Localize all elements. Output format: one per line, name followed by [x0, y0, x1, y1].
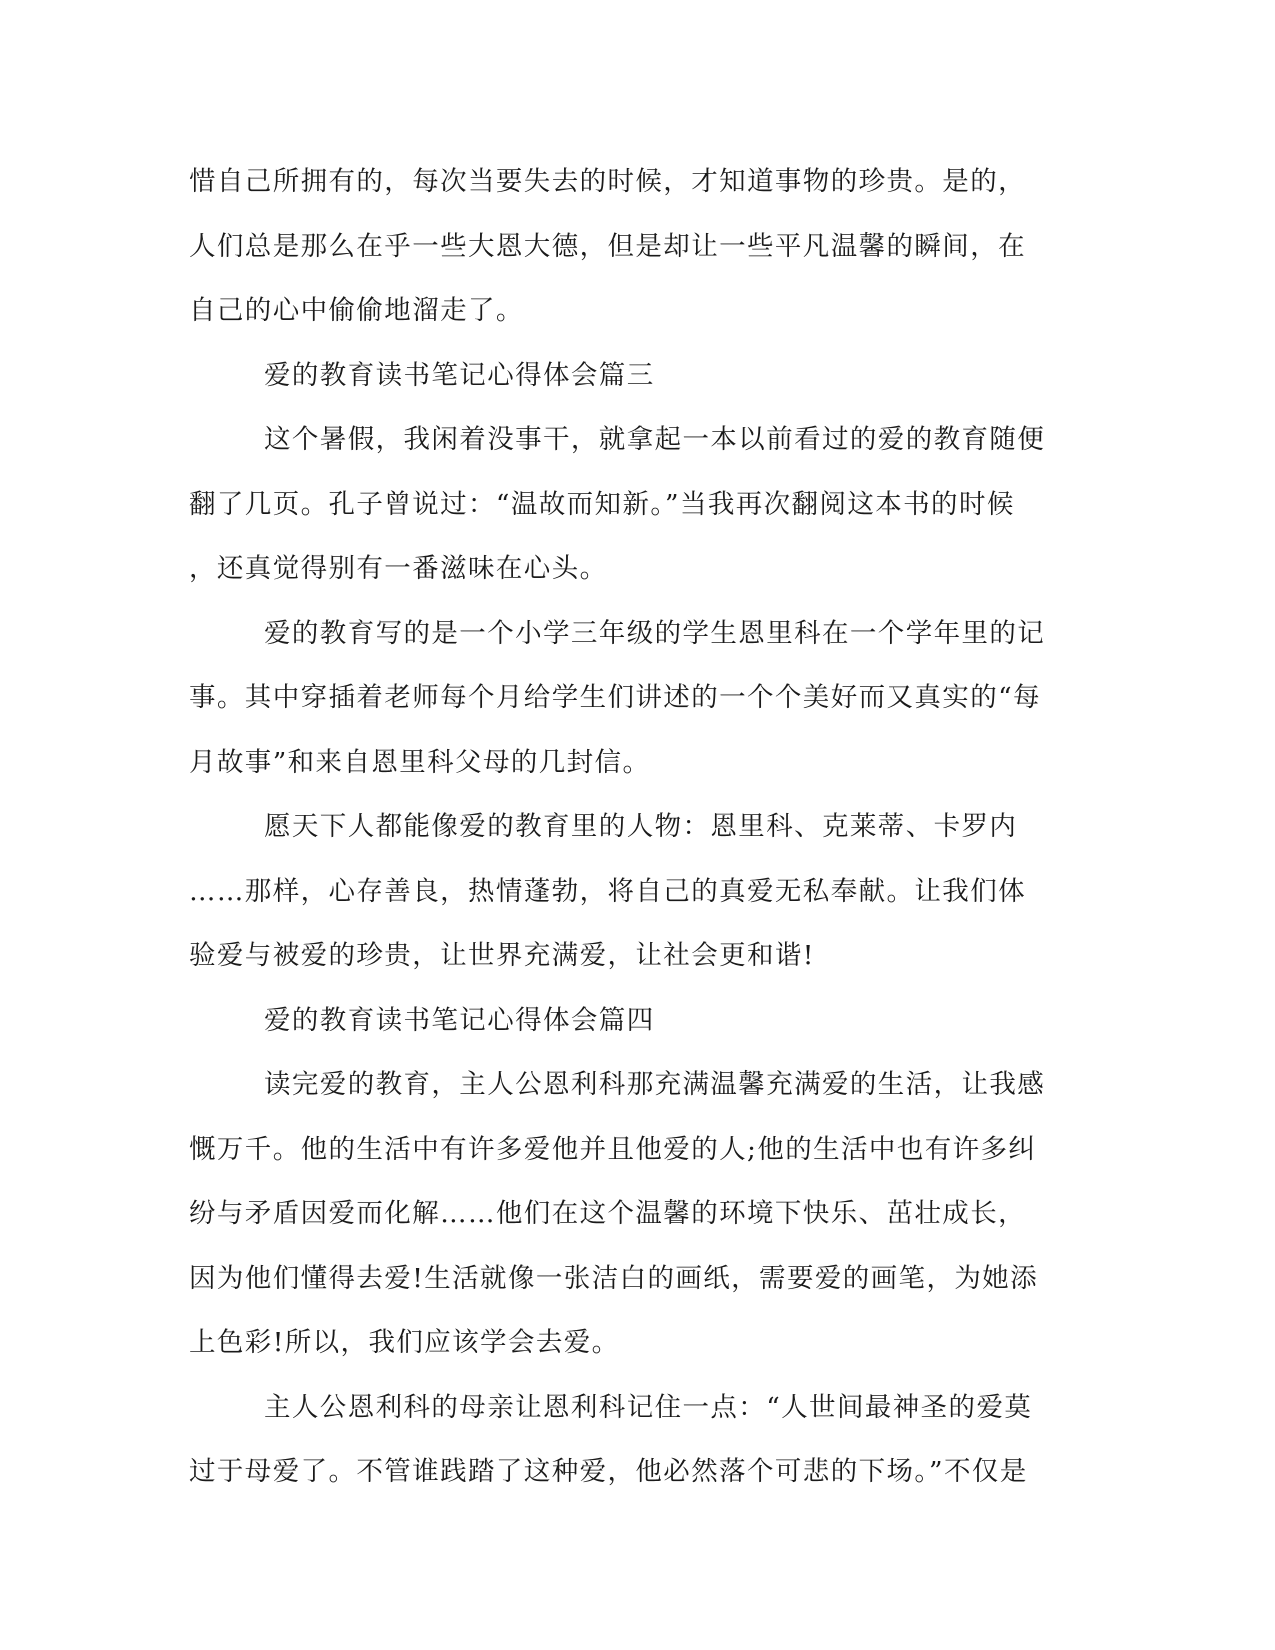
text-line: 慨万千。他的生活中有许多爱他并且他爱的人;他的生活中也有许多纠 — [189, 1133, 1037, 1165]
text-line: 翻了几页。孔子曾说过：“温故而知新。”当我再次翻阅这本书的时候 — [189, 488, 1015, 520]
text-line: 爱的教育写的是一个小学三年级的学生恩里科在一个学年里的记 — [264, 617, 1046, 649]
text-line: 自己的心中偷偷地溜走了。 — [189, 295, 524, 326]
text-line: 这个暑假，我闲着没事干，就拿起一本以前看过的爱的教育随便 — [264, 424, 1046, 455]
document-body — [189, 150, 1089, 1505]
text-line: 过于母爱了。不管谁践踏了这种爱，他必然落个可悲的下场。”不仅是 — [189, 1456, 1028, 1487]
text-line: ，还真觉得别有一番滋味在心头。 — [189, 553, 608, 584]
text-line: 上色彩!所以，我们应该学会去爱。 — [189, 1327, 620, 1358]
text-line: 主人公恩利科的母亲让恩利科记住一点：“人世间最神圣的爱莫 — [264, 1391, 1033, 1423]
text-line: 惜自己所拥有的，每次当要失去的时候，才知道事物的珍贵。是的， — [189, 166, 1026, 197]
text-line: 月故事”和来自恩里科父母的几封信。 — [189, 746, 651, 778]
text-line: 愿天下人都能像爱的教育里的人物：恩里科、克莱蒂、卡罗内 — [264, 811, 1018, 842]
text-line: 事。其中穿插着老师每个月给学生们讲述的一个个美好而又真实的“每 — [189, 682, 1041, 713]
text-line: 人们总是那么在乎一些大恩大德，但是却让一些平凡温馨的瞬间，在 — [189, 230, 1026, 262]
text-line: 纷与矛盾因爱而化解……他们在这个温馨的环境下快乐、茁壮成长， — [189, 1198, 1026, 1229]
section-heading: 爱的教育读书笔记心得体会篇三 — [264, 359, 655, 391]
text-line: ……那样，心存善良，热情蓬勃，将自己的真爱无私奉献。让我们体 — [189, 875, 1026, 907]
text-line: 读完爱的教育，主人公恩利科那充满温馨充满爱的生活，让我感 — [264, 1069, 1046, 1100]
text-line: 因为他们懂得去爱!生活就像一张洁白的画纸，需要爱的画笔，为她添 — [189, 1262, 1039, 1294]
text-line: 验爱与被爱的珍贵，让世界充满爱，让社会更和谐! — [189, 940, 815, 971]
section-heading: 爱的教育读书笔记心得体会篇四 — [264, 1004, 655, 1036]
